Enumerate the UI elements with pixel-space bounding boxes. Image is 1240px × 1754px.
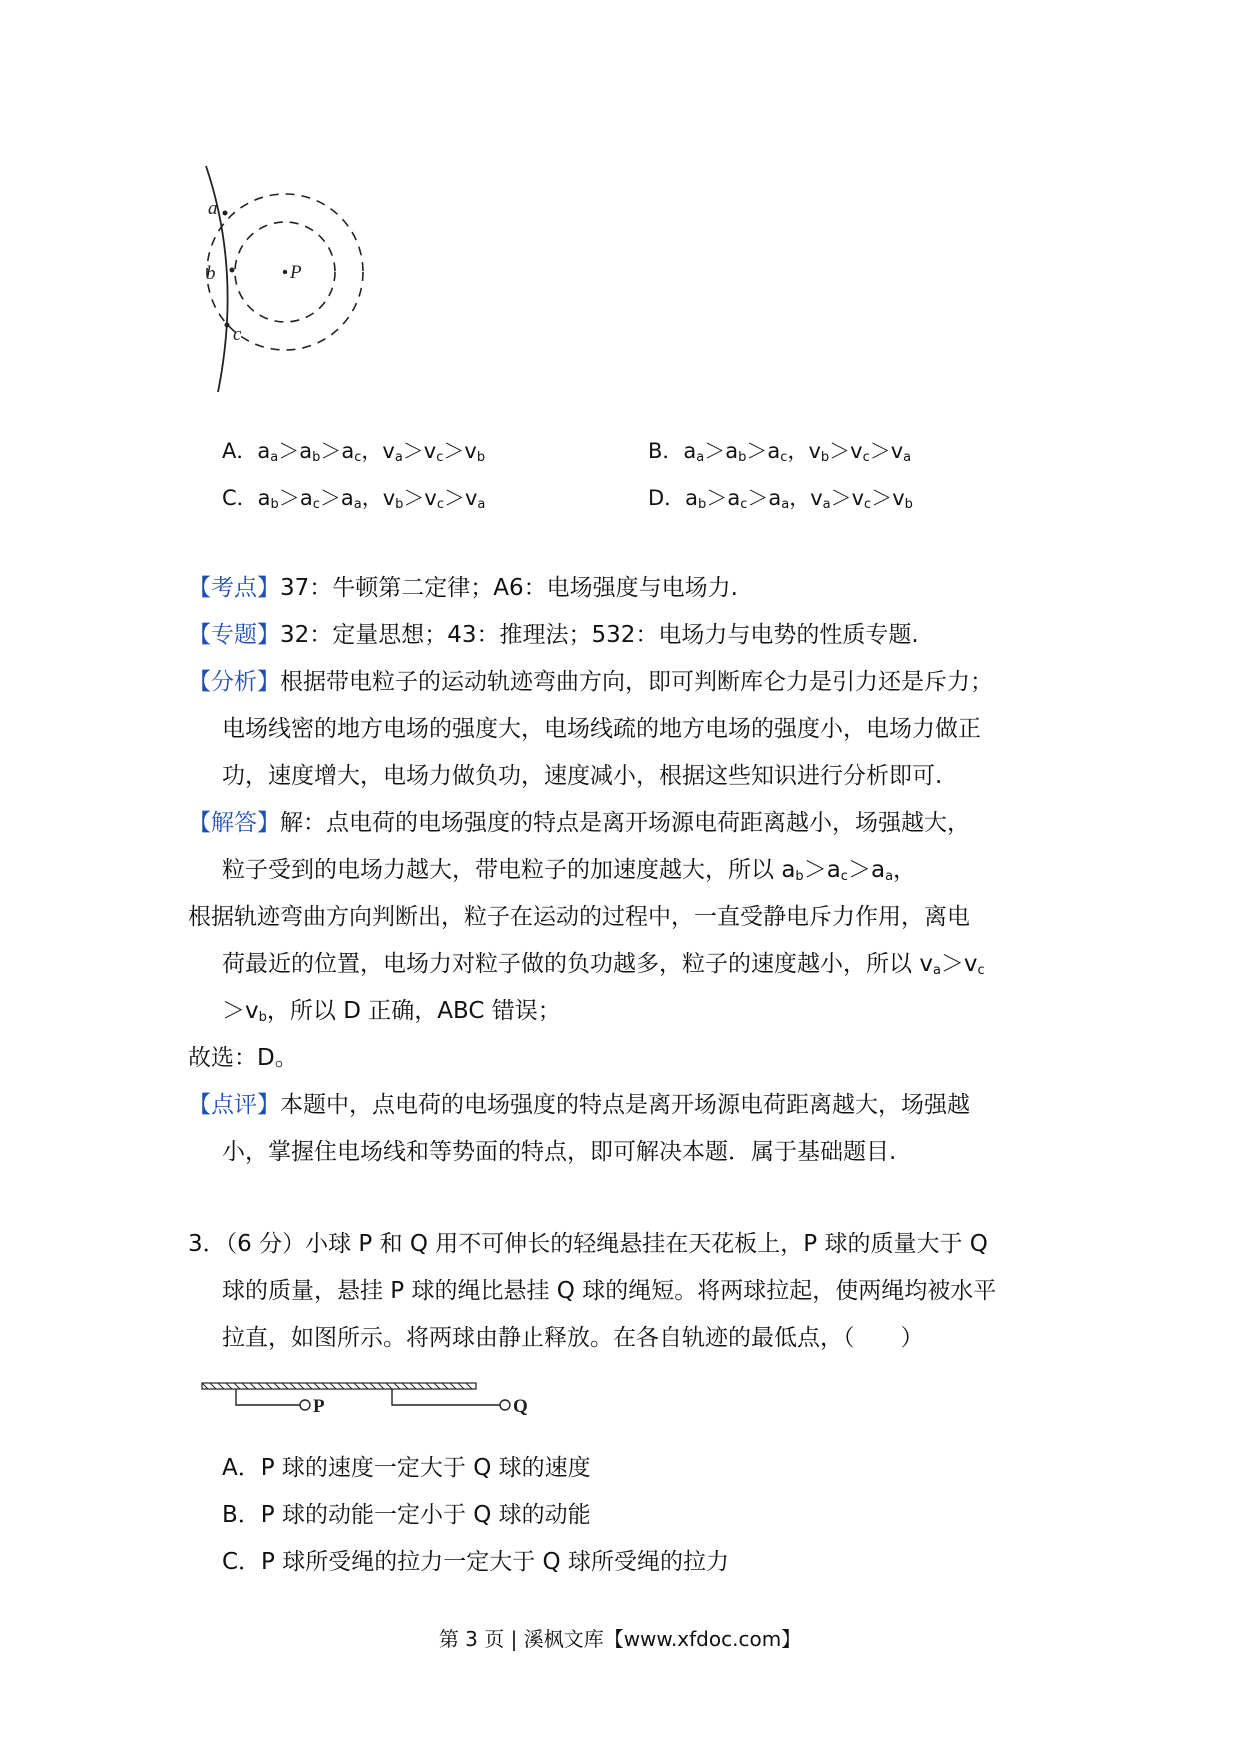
ball-p bbox=[300, 1400, 310, 1410]
label-b: b bbox=[206, 263, 216, 284]
fenxi-line-2: 电场线密的地方电场的强度大，电场线疏的地方电场的强度小，电场力做正 bbox=[222, 716, 981, 742]
jieda-line-1: 【解答】解：点电荷的电场强度的特点是离开场源电荷距离越小，场强越大， bbox=[188, 810, 970, 836]
fenxi-line-1: 【分析】根据带电粒子的运动轨迹弯曲方向，即可判断库仑力是引力还是斥力； bbox=[188, 669, 993, 695]
point-a-dot bbox=[223, 211, 228, 216]
jieda-line-3: 根据轨迹弯曲方向判断出，粒子在运动的过程中，一直受静电斥力作用，离电 bbox=[188, 904, 970, 930]
option-c[interactable]: C．$a_b>a_c>a_a$，$v_b>v_c>v_a$ bbox=[222, 486, 486, 512]
rope-p bbox=[236, 1389, 300, 1405]
jieda-line-6: 故选：D。 bbox=[188, 1045, 298, 1071]
fenxi-label: 【分析】 bbox=[188, 669, 280, 695]
zhuanti-line bbox=[188, 620, 919, 650]
point-b-dot bbox=[230, 268, 235, 273]
jieda-line-4: 荷最近的位置，电场力对粒子做的负功越多，粒子的速度越小，所以 $v_a>v_c$ bbox=[222, 951, 985, 978]
kaodian-label: 【考点】 bbox=[188, 575, 280, 601]
fenxi-line-3: 功，速度增大，电场力做负功，速度减小，根据这些知识进行分析即可. bbox=[222, 763, 943, 789]
jieda-line-2: 粒子受到的电场力越大，带电粒子的加速度越大，所以 $a_b>a_c>a_a$， bbox=[222, 857, 917, 884]
point-c-dot bbox=[225, 323, 230, 328]
page-footer: 第 3 页 | 溪枫文库【www.xfdoc.com】 bbox=[438, 1627, 802, 1651]
q3-option-b[interactable]: B．P 球的动能一定小于 Q 球的动能 bbox=[222, 1502, 591, 1528]
option-b[interactable]: B．$a_a>a_b>a_c$，$v_b>v_c>v_a$ bbox=[648, 439, 912, 465]
zhuanti-label: 【专题】 bbox=[188, 622, 280, 648]
ball-q bbox=[500, 1400, 510, 1410]
dianping-label: 【点评】 bbox=[188, 1092, 280, 1118]
ball-q-label: Q bbox=[513, 1396, 528, 1417]
q3-stem-line-2: 球的质量，悬挂 P 球的绳比悬挂 Q 球的绳短。将两球拉起，使两绳均被水平 bbox=[222, 1278, 997, 1304]
label-p: P bbox=[290, 262, 302, 283]
kaodian-text: 37：牛顿第二定律；A6：电场强度与电场力. bbox=[280, 575, 738, 601]
jieda-line-5: $>v_b$，所以 D 正确，ABC 错误； bbox=[222, 998, 561, 1025]
field-diagram bbox=[180, 160, 380, 400]
jieda-label: 【解答】 bbox=[188, 810, 280, 836]
point-p-dot bbox=[283, 270, 287, 274]
pendulum-diagram bbox=[196, 1378, 546, 1428]
dianping-line-1: 【点评】本题中，点电荷的电场强度的特点是离开场源电荷距离越大，场强越 bbox=[188, 1092, 970, 1118]
q3-stem-line-3: 拉直，如图所示。将两球由静止释放。在各自轨迹的最低点，（ ） bbox=[222, 1325, 924, 1351]
q3-option-c[interactable]: C．P 球所受绳的拉力一定大于 Q 球所受绳的拉力 bbox=[222, 1549, 729, 1575]
dianping-line-2: 小，掌握住电场线和等势面的特点，即可解决本题．属于基础题目. bbox=[222, 1139, 897, 1165]
rope-q bbox=[392, 1389, 500, 1405]
zhuanti-text: 32：定量思想；43：推理法；532：电场力与电势的性质专题. bbox=[280, 622, 919, 648]
option-a[interactable]: A．$a_a>a_b>a_c$，$v_a>v_c>v_b$ bbox=[222, 439, 486, 465]
option-d[interactable]: D．$a_b>a_c>a_a$，$v_a>v_c>v_b$ bbox=[648, 486, 913, 512]
q3-stem-line-1: 3．（6 分）小球 P 和 Q 用不可伸长的轻绳悬挂在天花板上，P 球的质量大于 Q bbox=[188, 1231, 988, 1257]
ball-p-label: P bbox=[313, 1396, 325, 1417]
q3-option-a[interactable]: A．P 球的速度一定大于 Q 球的速度 bbox=[222, 1455, 591, 1481]
label-a: a bbox=[208, 198, 218, 219]
kaodian-line bbox=[188, 573, 738, 603]
label-c: c bbox=[233, 324, 242, 345]
